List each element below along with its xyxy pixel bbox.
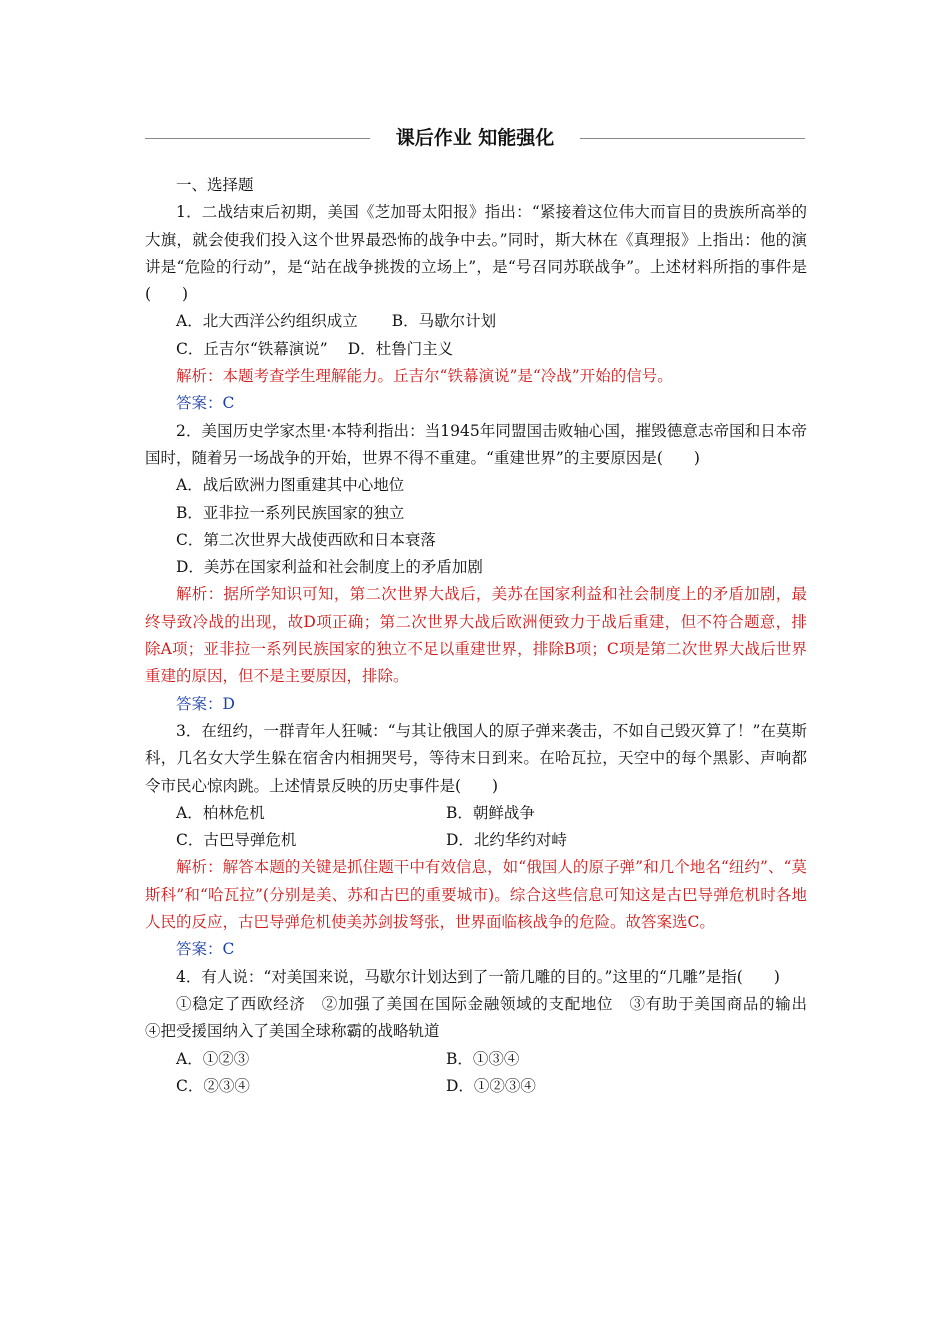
question-2-analysis xyxy=(145,581,807,690)
question-1-stem: 1．二战结束后初期，美国《芝加哥太阳报》指出：“紧接着这位伟大而盲目的贵族所高举的大旗，就会使我们投入这个世界最恐怖的战争中去。”同时，斯大林在《真理报》上指出：他的演讲是“危险的行动”，是“站在战争挑拨的立场上”，是“号召同苏联战争”。上述材料所指的事件是( ) xyxy=(145,203,807,304)
answer-label: 答案： xyxy=(176,394,223,413)
q4-option-a: A．①②③ xyxy=(176,1049,250,1068)
question-1-options-row2 xyxy=(145,336,807,363)
answer-label: 答案： xyxy=(176,940,223,959)
q2-option-b: B．亚非拉一系列民族国家的独立 xyxy=(176,503,405,522)
section-heading: 一、选择题 xyxy=(176,176,254,194)
header-banner xyxy=(145,124,805,154)
q2-option-a: A．战后欧洲力图重建其中心地位 xyxy=(176,476,405,495)
answer-value: D xyxy=(222,694,235,713)
analysis-label: 解析： xyxy=(176,367,223,386)
question-3-options-row2 xyxy=(145,827,807,854)
analysis-label: 解析： xyxy=(176,585,224,604)
q1-option-d: D．杜鲁门主义 xyxy=(347,339,454,358)
q1-option-b: B．马歇尔计划 xyxy=(391,312,497,331)
q3-option-a: A．柏林危机 xyxy=(176,803,265,822)
q4-option-d: D．①②③④ xyxy=(446,1076,536,1095)
question-4-options-row1 xyxy=(145,1046,807,1073)
q3-option-b: B．朝鲜战争 xyxy=(446,803,535,822)
q3-option-c: C．古巴导弹危机 xyxy=(176,831,297,850)
q1-option-c: C．丘吉尔“铁幕演说” xyxy=(176,339,328,358)
q4-option-b: B．①③④ xyxy=(446,1049,520,1068)
analysis-text: 解答本题的关键是抓住题干中有效信息，如“俄国人的原子弹”和几个地名“纽约”、“莫斯科”和“哈瓦拉”(分别是美、苏和古巴的重要城市)。综合这些信息可知这是古巴导弹危机时各地人民的反应，古巴导弹危机使美苏剑拔弩张，世界面临核战争的危险。故答案选C。 xyxy=(145,858,807,932)
question-3-answer xyxy=(145,936,807,963)
header-rule-right xyxy=(580,138,805,139)
question-4-items: ①稳定了西欧经济 ②加强了美国在国际金融领域的支配地位 ③有助于美国商品的输出 ④把受援国纳入了美国全球称霸的战略轨道 xyxy=(145,994,823,1041)
document-body xyxy=(145,172,823,1100)
q4-option-c: C．②③④ xyxy=(176,1076,250,1095)
q1-option-a: A．北大西洋公约组织成立 xyxy=(176,312,358,331)
q3-option-d: D．北约华约对峙 xyxy=(446,831,567,850)
question-1-options-row1 xyxy=(145,308,807,335)
answer-value: C xyxy=(222,394,235,413)
answer-value: C xyxy=(222,940,235,959)
question-4-stem: 4．有人说：“对美国来说，马歇尔计划达到了一箭几雕的目的。”这里的“几雕”是指( ) xyxy=(176,967,780,986)
analysis-text: 本题考查学生理解能力。丘吉尔“铁幕演说”是“冷战”开始的信号。 xyxy=(222,367,673,386)
analysis-text: 据所学知识可知，第二次世界大战后，美苏在国家利益和社会制度上的矛盾加剧，最终导致冷战的出现，故D项正确；第二次世界大战后欧洲便致力于战后重建，但不符合题意，排除A项；亚非拉一系列民族国家的独立不足以重建世界，排除B项；C项是第二次世界大战后世界重建的原因，但不是主要原因，排除。 xyxy=(145,585,807,686)
question-1-analysis xyxy=(145,363,807,390)
question-4-options-row2 xyxy=(145,1073,807,1100)
q2-option-c: C．第二次世界大战使西欧和日本衰落 xyxy=(176,530,436,549)
q2-option-d: D．美苏在国家利益和社会制度上的矛盾加剧 xyxy=(176,558,483,577)
question-3-stem: 3．在纽约，一群青年人狂喊：“与其让俄国人的原子弹来袭击，不如自己毁灭算了！”在莫斯科，几名女大学生躲在宿舍内相拥哭号，等待末日到来。在哈瓦拉，天空中的每个黑影、声响都令市民心惊肉跳。上述情景反映的历史事件是( ) xyxy=(145,721,807,795)
answer-label: 答案： xyxy=(176,694,223,713)
question-3-options-row1 xyxy=(145,800,807,827)
question-2-answer xyxy=(145,691,807,718)
question-2-stem: 2．美国历史学家杰里·本特利指出：当1945年同盟国击败轴心国，摧毁德意志帝国和日本帝国时，随着另一场战争的开始，世界不得不重建。“重建世界”的主要原因是( ) xyxy=(145,421,807,467)
question-3-analysis xyxy=(145,854,807,936)
question-1-answer xyxy=(145,390,807,417)
page-title: 课后作业 知能强化 xyxy=(395,127,555,149)
analysis-label: 解析： xyxy=(176,858,223,877)
